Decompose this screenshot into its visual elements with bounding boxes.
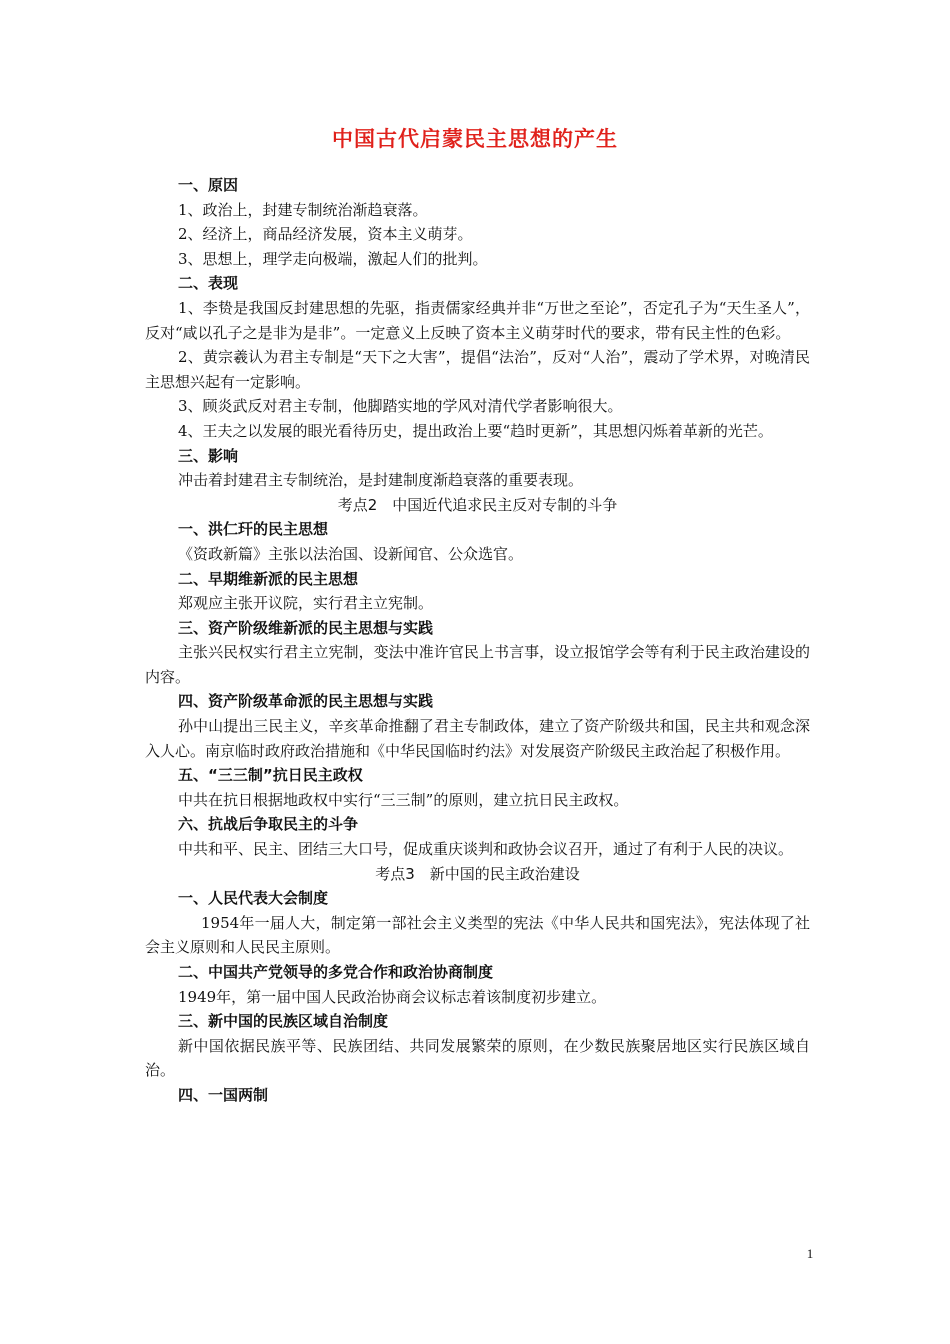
paragraph: 《资政新篇》主张以法治国、设新闻官、公众选官。 — [178, 544, 524, 563]
document-body — [145, 173, 810, 1108]
paragraph: 2、黄宗羲认为君主专制是“天下之大害”，提倡“法治”，反对“人治”，震动了学术界，对晚清民主思想兴起有一定影响。 — [145, 348, 810, 391]
section-heading: 五、“三三制”抗日民主政权 — [178, 766, 363, 785]
section-heading: 一、洪仁玕的民主思想 — [178, 520, 329, 539]
section-heading: 二、早期维新派的民主思想 — [178, 569, 359, 588]
paragraph: 主张兴民权实行君主立宪制，变法中准许官民上书言事，设立报馆学会等有利于民主政治建设的内容。 — [145, 643, 810, 686]
paragraph: 1954年一届人大，制定第一部社会主义类型的宪法《中华人民共和国宪法》，宪法体现了社会主义原则和人民民主原则。 — [145, 913, 810, 957]
topic-heading: 考点2 中国近代追求民主反对专制的斗争 — [337, 495, 618, 514]
paragraph: 1949年，第一届中国人民政治协商会议标志着该制度初步建立。 — [178, 987, 607, 1006]
paragraph: 1、政治上，封建专制统治渐趋衰落。 — [178, 200, 428, 219]
section-heading: 三、新中国的民族区域自治制度 — [178, 1012, 389, 1031]
paragraph: 孙中山提出三民主义，辛亥革命推翻了君主专制政体，建立了资产阶级共和国，民主共和观念深入人心。南京临时政府政治措施和《中华民国临时约法》对发展资产阶级民主政治起了积极作用。 — [145, 717, 810, 760]
section-heading: 一、人民代表大会制度 — [178, 889, 329, 908]
paragraph: 郑观应主张开议院，实行君主立宪制。 — [178, 594, 434, 613]
section-heading: 二、表现 — [178, 274, 239, 293]
section-heading: 六、抗战后争取民主的斗争 — [178, 815, 359, 834]
paragraph: 1、李贽是我国反封建思想的先驱，指责儒家经典并非“万世之至论”，否定孔子为“天生圣人”，反对“咸以孔子之是非为是非”。一定意义上反映了资本主义萌芽时代的要求，带有民主性的色彩。 — [145, 298, 810, 342]
document-title: 中国古代启蒙民主思想的产生 — [332, 127, 618, 151]
topic-heading: 考点3 新中国的民主政治建设 — [375, 864, 580, 883]
paragraph: 3、思想上，理学走向极端，激起人们的批判。 — [178, 249, 488, 268]
paragraph: 冲击着封建君主专制统治，是封建制度渐趋衰落的重要表现。 — [178, 471, 584, 490]
paragraph: 中共和平、民主、团结三大口号，促成重庆谈判和政协会议召开，通过了有利于人民的决议。 — [178, 840, 794, 859]
paragraph: 新中国依据民族平等、民族团结、共同发展繁荣的原则，在少数民族聚居地区实行民族区域自治。 — [145, 1036, 810, 1080]
section-heading: 四、一国两制 — [178, 1085, 269, 1104]
paragraph: 2、经济上，商品经济发展，资本主义萌芽。 — [178, 225, 473, 244]
section-heading: 二、中国共产党领导的多党合作和政治协商制度 — [178, 963, 494, 981]
paragraph: 4、王夫之以发展的眼光看待历史，提出政治上要“趋时更新”，其思想闪烁着革新的光芒。 — [178, 421, 773, 440]
page-number: 1 — [806, 1246, 814, 1261]
section-heading: 一、原因 — [178, 176, 239, 194]
section-heading: 三、影响 — [178, 446, 239, 465]
paragraph: 3、顾炎武反对君主专制，他脚踏实地的学风对清代学者影响很大。 — [178, 397, 623, 416]
paragraph: 中共在抗日根据地政权中实行“三三制”的原则，建立抗日民主政权。 — [178, 790, 629, 809]
section-heading: 三、资产阶级维新派的民主思想与实践 — [178, 618, 434, 637]
section-heading: 四、资产阶级革命派的民主思想与实践 — [178, 692, 434, 711]
